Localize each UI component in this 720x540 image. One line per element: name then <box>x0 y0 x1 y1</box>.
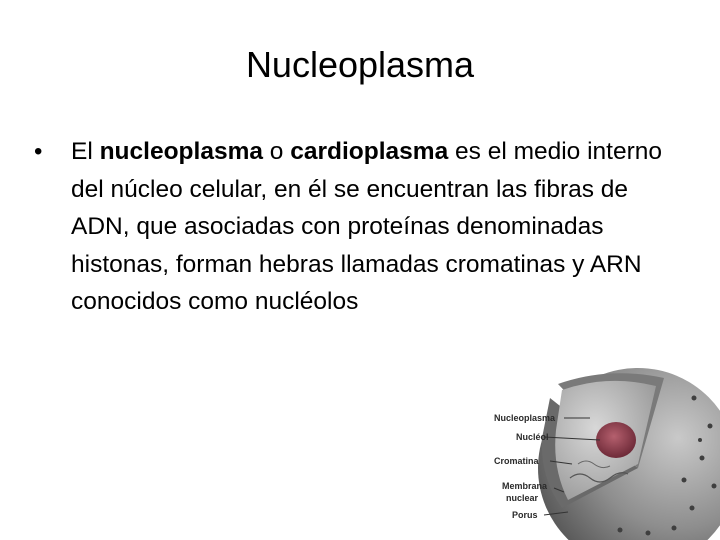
label-nucleolo: Nucléol <box>516 432 549 442</box>
bullet-text-part: El <box>71 138 100 165</box>
bullet-text <box>71 133 674 321</box>
label-membrana-1: Membrana <box>502 481 548 491</box>
bullet-marker: • <box>34 138 43 165</box>
nucleus-diagram <box>488 368 720 540</box>
nucleolus <box>596 422 636 458</box>
label-cromatina: Cromatina <box>494 456 539 466</box>
term-cardioplasma: cardioplasma <box>290 138 449 165</box>
slide-title: Nucleoplasma <box>245 44 475 85</box>
label-nucleoplasma: Nucleoplasma <box>494 413 556 423</box>
bullet-item <box>34 133 674 321</box>
label-membrana-2: nuclear <box>506 493 539 503</box>
label-poros: Porus <box>512 510 538 520</box>
bullet-text-part: o <box>262 138 291 165</box>
term-nucleoplasma: nucleoplasma <box>99 138 263 165</box>
bullet-text-part: es el medio interno del núcleo celular, en él se encuentran las fibras de ADN, que asociadas con proteínas denominadas histonas, forman hebras llamadas cromatinas y ARN conocidos como nucléolos <box>71 138 663 315</box>
nucleus-illustration <box>488 368 720 540</box>
